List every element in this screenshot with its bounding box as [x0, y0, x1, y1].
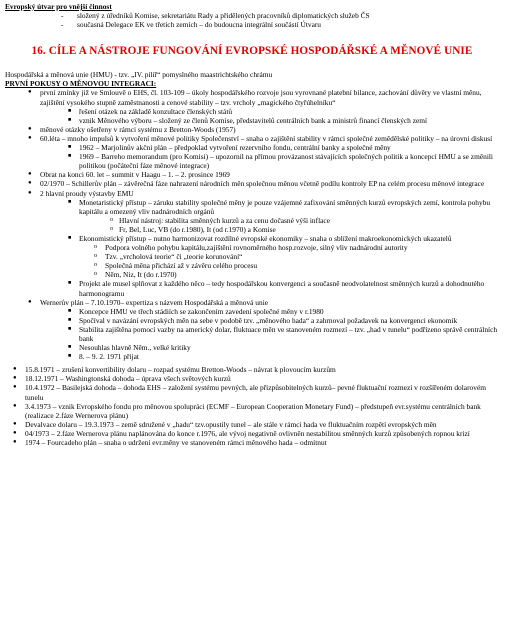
dash-item — [5, 20, 499, 29]
intro-line: Hospodářská a měnová unie (HMU) - tzv. „IV. pilíř“ pomyslného maastrichtského chrámu — [5, 70, 273, 80]
list-item — [5, 279, 499, 297]
bullet-icon: ● — [28, 298, 32, 305]
page-title: 16. CÍLE A NÁSTROJE FUNGOVÁNÍ EVROPSKÉ HOSPODÁŘSKÉ A MĚNOVÉ UNIE — [31, 45, 473, 58]
list-item — [5, 325, 499, 343]
list-item — [5, 88, 499, 106]
bullet-icon: ● — [28, 171, 32, 178]
list-item-text: 1974 – Fourcadeho plán – snaha o udržení evr.měny ve stanoveném rámci měnového hada – odmítnut — [25, 438, 327, 448]
list-item-text: 8. – 9. 2. 1971 přijat — [79, 352, 139, 362]
bullet-icon: ● — [28, 89, 32, 96]
list-item — [5, 116, 499, 125]
list-item-text: Devalvace dolaru – 19.3.1973 – země sdružené v „hadu“ tzv.opustily tunel – ale stále v rámci hada ve fluktuačním rozpětí evropských měn — [25, 419, 437, 429]
subsection-heading: PRVNÍ POKUSY O MĚNOVOU INTEGRACI: — [5, 79, 157, 89]
bullet-icon: ● — [28, 180, 32, 187]
list-item — [5, 420, 499, 429]
list-item — [5, 216, 499, 225]
list-item — [5, 252, 499, 261]
list-item — [5, 198, 499, 216]
square-bullet-icon: ■ — [68, 234, 72, 241]
square-bullet-icon: ■ — [68, 280, 72, 287]
bullet-icon: ● — [28, 125, 32, 132]
list-item-text: 02/1970 – Schillerův plán – závěrečná fáze nahrazení národních měn společnou měnou včetně podílu kontroly EP na celém procesu měnové integrace — [40, 179, 485, 189]
list-item — [5, 225, 499, 234]
square-bullet-icon: ■ — [68, 144, 72, 151]
list-item-text: vznik Měnového výboru – složený ze členů Komise, představitelů centrálních bank a ministrů financí členských zemí — [79, 115, 428, 125]
list-item-text: 2 hlavní proudy výstavby EMU — [40, 188, 134, 198]
list-item-text: 15.8.1971 – zrušení konvertibility dolaru – rozpad systému Bretton-Woods – návrat k plovoucím kurzům — [25, 365, 336, 375]
list-item — [5, 234, 499, 243]
dash-marker: - — [61, 11, 64, 21]
list-item-text: Obrat na konci 60. let – summit v Haagu – 1. – 2. prosince 1969 — [40, 170, 230, 180]
list-item — [5, 143, 499, 152]
dash-marker: - — [61, 20, 64, 30]
list-item — [5, 243, 499, 252]
square-bullet-icon: ■ — [68, 316, 72, 323]
circle-bullet-icon: o — [94, 262, 97, 269]
list-item-text: Fr, Bel, Luc, VB (do r.1980), It (od r.1970) a Komise — [119, 224, 276, 234]
list-item-text: Spočíval v navázání evropských měn na sebe v podobě tzv. „měnového hada“ a zahrnoval požadavek na konvergenci ekonomik — [79, 315, 458, 325]
list-item-text: Tzv. „vrcholová teorie“ či „teorie korunování“ — [105, 252, 243, 262]
bullet-icon: ● — [13, 429, 17, 436]
square-bullet-icon: ■ — [68, 353, 72, 360]
bullet-icon: ● — [13, 402, 17, 409]
square-bullet-icon: ■ — [68, 344, 72, 351]
list-item-text: Něm, Niz, It (do r.1970) — [105, 270, 177, 280]
list-item-text: měnové otázky ošetřeny v rámci systému z Bretton-Woods (1957) — [40, 124, 236, 134]
list-item-text: Ekonomistický přístup – nutno harmonizovat rozdílné evropské ekonomiky – snaha o sblížení makroekonomických ukazatelů — [79, 233, 452, 243]
circle-bullet-icon: o — [110, 216, 113, 223]
list-item — [5, 352, 499, 361]
list-item-text: Hlavní nástroj: stabilita směnných kurzů a za cenu dočasné výši inflace — [119, 215, 330, 225]
list-item — [5, 134, 499, 143]
square-bullet-icon: ■ — [68, 325, 72, 332]
circle-bullet-icon: o — [110, 225, 113, 232]
list-item-text: Projekt ale musel splňovat z každého něco – tedy hospodářskou konvergenci a současně neodvolatelnost směnných kurzů a dohodnutého harmonogramu — [79, 279, 485, 298]
list-item — [5, 316, 499, 325]
square-bullet-icon: ■ — [68, 198, 72, 205]
list-item — [5, 343, 499, 352]
list-item — [5, 170, 499, 179]
dash-item — [5, 11, 499, 20]
list-item-text: Koncepce HMU ve třech stádiích se zakončením zavedení společné měny v r.1980 — [79, 306, 324, 316]
square-bullet-icon: ■ — [68, 116, 72, 123]
list-item-text: první zmínky již ve Smlouvě o EHS, čl. 103-109 – úkoly hospodářského rozvoje jsou vyrovnané platební bilance, zachování důvěry ve vlastní měnu, zajištění vysokého stupně zaměstnanosti a cenové stability – tzv. vrcholy „magického čtyřúhelníku“ — [40, 88, 482, 107]
bullet-icon: ● — [13, 375, 17, 382]
list-item-text: Společná měna přichází až v závěru celého procesu — [105, 261, 258, 271]
list-item — [5, 107, 499, 116]
list-item — [5, 261, 499, 270]
dash-item-text: složený z úředníků Komise, sekretariátu Rady a přidělených pracovníků diplomatických služeb ČS — [77, 11, 370, 21]
list-item — [5, 179, 499, 188]
square-bullet-icon: ■ — [68, 153, 72, 160]
list-item-text: 10.4.1972 – Basilejská dohoda – dohoda EHS – založení systému pevných, ale přizpůsobitelných kurzů– pevné fluktuační rozmezí v rozšířeném dolarovém tunelu — [25, 383, 486, 402]
list-item — [5, 298, 499, 307]
list-item — [5, 125, 499, 134]
circle-bullet-icon: o — [94, 253, 97, 260]
bullet-icon: ● — [28, 189, 32, 196]
list-item-text: 1969 – Barreho memorandum (pro Komisi) – upozornil na přímou provázanost stávajících společných politik a koncepcí HMU a se změnili politikou (počáteční fáze měnové integrace) — [79, 152, 493, 171]
list-item-text: 3.4.1973 – vznik Evropského fondu pro měnovou spolupráci (ECMF – European Cooperation Monetary Fund) – předstupeň evr.systému centrálních bank (realizace 2.fáze Wernerova plánu) — [25, 401, 481, 420]
list-item — [5, 429, 499, 438]
list-item — [5, 438, 499, 447]
square-bullet-icon: ■ — [68, 307, 72, 314]
list-item — [5, 152, 499, 170]
outline-list — [5, 88, 499, 447]
list-item — [5, 402, 499, 420]
list-item-text: Podpora volného pohybu kapitálu,zajištění rovnoměrného hosp.rozvoje, silný vliv nadnárodní autority — [105, 243, 408, 253]
list-item-text: Stabilita zajištěna pomocí vazby na americký dolar, fluktuace měn ve stanoveném rozmezí – tzv. „had v tunelu“ podřízeno správě centrálních bank — [79, 324, 498, 343]
list-item — [5, 270, 499, 279]
list-item — [5, 365, 499, 374]
list-item-text: Monetaristický přístup – záruku stability společné měny je pouze vzájemné zafixování směnných kurzů evropských zemí, kontrola pohybu kapitálu a omezený vliv nadnárodních orgánů — [79, 197, 491, 216]
bullet-icon: ● — [13, 384, 17, 391]
list-item-text: řešení otázek na základě konzultace členských států — [79, 106, 233, 116]
bullet-icon: ● — [28, 134, 32, 141]
section-heading-external-action: Evropský útvar pro vnější činnost — [5, 2, 112, 11]
dash-item-text: současná Delegace EK ve třetích zemích – do budoucna integrální součástí Útvaru — [77, 20, 322, 30]
circle-bullet-icon: o — [94, 244, 97, 251]
list-item — [5, 383, 499, 401]
list-item-text: Wernerův plán – 7.10.1970– expertiza s názvem Hospodářská a měnová unie — [40, 297, 269, 307]
bullet-icon: ● — [13, 420, 17, 427]
list-item-text: 1962 – Marjolinův akční plán – předpoklad vytvoření rezervního fondu, centrální banky a společné měny — [79, 143, 391, 153]
list-item-text: Nesouhlas hlavně Něm., velké kritiky — [79, 343, 191, 353]
circle-bullet-icon: o — [94, 271, 97, 278]
list-item-text: 18.12.1971 – Washingtonská dohoda – úprava všech světových kurzů — [25, 374, 231, 384]
list-item-text: 04/1973 – 2.fáze Wernerova plánu naplánována do konce r.1976, ale vývoj negativně ovlivněn nestabilitou směnných kurzů způsobených ropnou krizí — [25, 428, 470, 438]
list-item — [5, 307, 499, 316]
square-bullet-icon: ■ — [68, 107, 72, 114]
bullet-icon: ● — [13, 366, 17, 373]
list-item — [5, 189, 499, 198]
bullet-icon: ● — [13, 439, 17, 446]
list-item-text: 60.léta – mnoho impulsů k vytvoření měnové politiky Společenství – snaha o zajištění stability v rámci společné zemědělské politiky – na úrovni diskusí — [40, 133, 493, 143]
list-item — [5, 374, 499, 383]
